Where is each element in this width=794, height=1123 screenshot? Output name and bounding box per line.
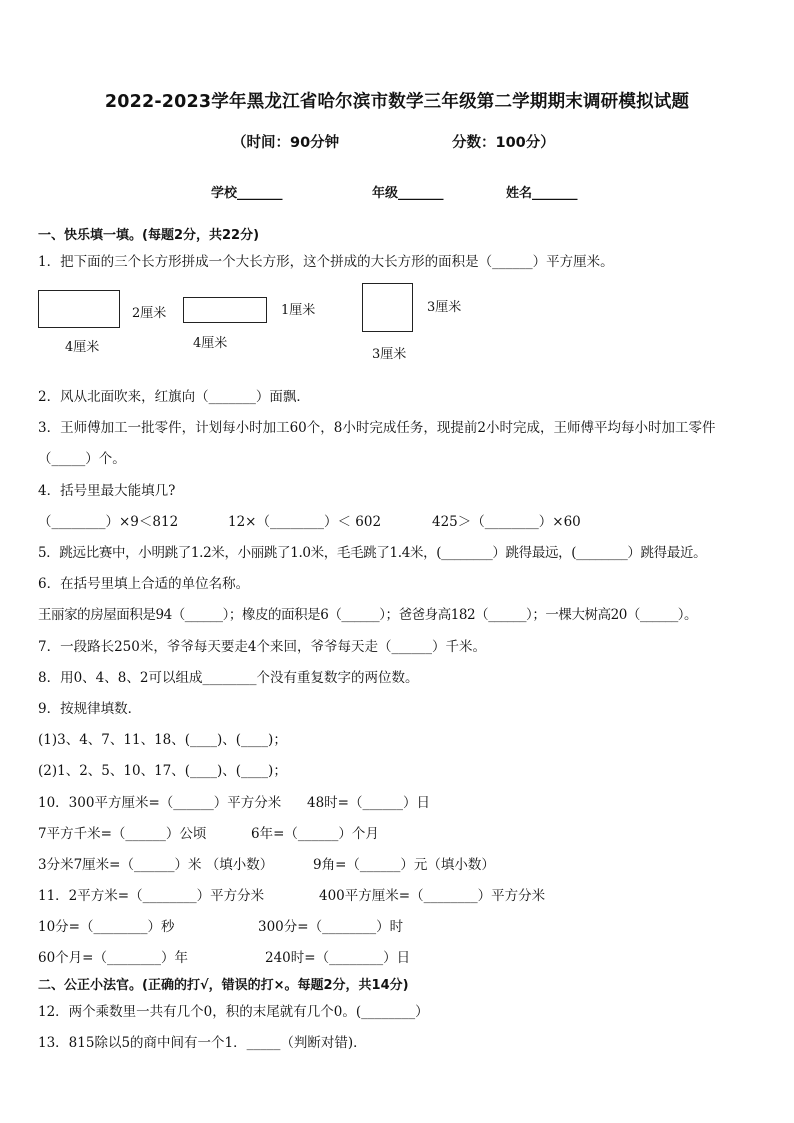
question-4-b: 12×（________）＜ 602 [228,514,382,530]
question-10-f: 9角=（______）元（填小数） [313,857,495,873]
question-11-c: 10分=（________）秒 [38,919,175,935]
question-9: 9．按规律填数． [38,701,142,717]
question-4-c: 425＞（________）×60 [432,514,581,530]
question-10-e: 3分米7厘米=（______）米 （填小数） [38,857,274,873]
question-10-b: 48时=（______）日 [307,795,430,811]
rectangle-3 [362,283,413,332]
rectangle-1-side-label: 2厘米 [132,306,167,321]
school-field: 学校_______ [211,186,283,201]
question-11-e: 60个月=（________）年 [38,950,188,966]
question-4-a: （________）×9＜812 [38,514,179,530]
question-12: 12．两个乘数里一共有几个0，积的末尾就有几个0。(________） [38,1004,429,1020]
question-13: 13．815除以5的商中间有一个1．_____（判断对错)． [38,1035,367,1051]
section1-heading: 一、快乐填一填。(每题2分，共22分) [38,228,260,243]
question-4: 4．括号里最大能填几? [38,483,176,499]
rectangle-2-bottom-label: 4厘米 [193,336,228,351]
question-3-line2: （_____）个。 [38,451,126,467]
rectangle-1-bottom-label: 4厘米 [65,340,100,355]
question-11-a: 11．2平方米=（________）平方分米 [38,888,265,904]
question-8: 8．用0、4、8、2可以组成________个没有重复数字的两位数。 [38,670,419,686]
question-11-f: 240时=（________）日 [265,950,411,966]
exam-score: 分数：100分） [452,135,555,151]
question-6-content: 王丽家的房屋面积是94（______）；橡皮的面积是6（______）；爸爸身高182（______）；一棵大树高20（______）。 [38,607,698,623]
question-6: 6．在括号里填上合适的单位名称。 [38,576,250,592]
page-title: 2022-2023学年黑龙江省哈尔滨市数学三年级第二学期期末调研模拟试题 [104,92,690,112]
question-5: 5．跳远比赛中，小明跳了1.2米，小丽跳了1.0米，毛毛跳了1.4米，(________）跳得最远，(________）跳得最近。 [38,545,707,561]
rectangle-3-side-label: 3厘米 [427,300,462,315]
question-1: 1．把下面的三个长方形拼成一个大长方形，这个拼成的大长方形的面积是（______）平方厘米。 [38,254,614,270]
rectangle-1 [38,290,120,328]
exam-time: （时间：90分钟 [232,135,340,151]
rectangle-3-bottom-label: 3厘米 [372,347,407,362]
grade-field: 年级_______ [372,186,444,201]
question-2: 2．风从北面吹来，红旗向（_______）面飘． [38,389,310,405]
rectangle-2-side-label: 1厘米 [281,303,316,318]
question-11-d: 300分=（________）时 [258,919,404,935]
question-7: 7．一段路长250米，爷爷每天要走4个来回，爷爷每天走（______）千米。 [38,639,486,655]
rectangle-2 [183,297,267,323]
question-11-b: 400平方厘米=（________）平方分米 [319,888,546,904]
question-9-part1: (1)3、4、7、11、18、(____)、(____)； [38,732,287,748]
section2-heading: 二、公正小法官。(正确的打√，错误的打×。每题2分，共14分) [38,978,409,993]
question-9-part2: (2)1、2、5、10、17、(____)、(____)； [38,763,287,779]
question-10-a: 10．300平方厘米=（______）平方分米 [38,795,282,811]
question-10-d: 6年=（______）个月 [251,826,379,842]
question-10-c: 7平方千米=（______）公顷 [38,826,207,842]
question-3-line1: 3．王师傅加工一批零件，计划每小时加工60个，8小时完成任务，现提前2小时完成，王师傅平均每小时加工零件 [38,420,716,436]
name-field: 姓名_______ [506,186,578,201]
